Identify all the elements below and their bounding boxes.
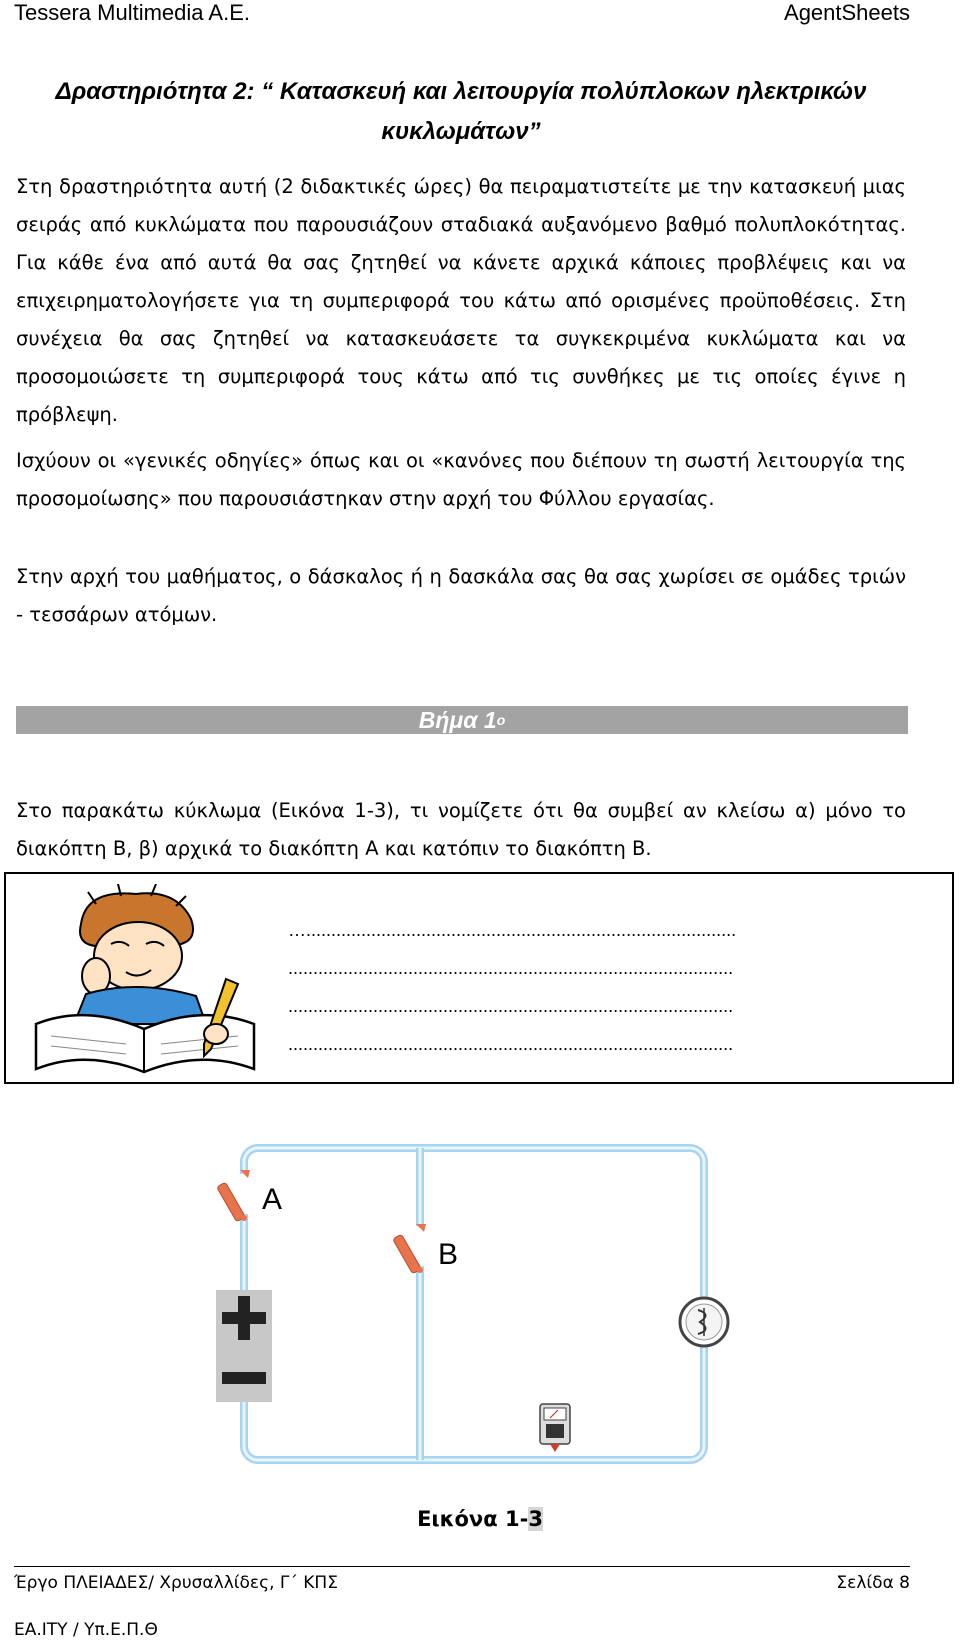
battery	[216, 1290, 272, 1402]
intro-paragraph: Στη δραστηριότητα αυτή (2 διδακτικές ώρες) θα πειραματιστείτε με την κατασκευή μιας σειράς από κυκλώματα που παρουσιάζουν σταδιακά αυξανόμενο βαθμό πολυπλοκότητας. Για κάθε ένα από αυτά θα σας ζητηθεί να κάνετε αρχικά κάποιες προβλέψεις και να επιχειρηματολογήσετε για τη συμπεριφορά του κάτω από ορισμένες προϋποθέσεις. Στη συνέχεια θα σας ζητηθεί να κατασκευάσετε τα συγκεκριμένα κυκλώματα και να προσομοιώσετε τη συμπεριφορά τους κάτω από τις συνθήκες με τις οποίες έγινε η πρόβλεψη.	[16, 175, 906, 426]
step-label: Βήμα 1	[418, 707, 497, 733]
circuit-diagram	[200, 1134, 740, 1474]
answer-line-3[interactable]: .........................................................................................	[288, 996, 734, 1016]
switch-b-label: B	[438, 1238, 459, 1271]
groups-paragraph: Στην αρχή του μαθήματος, ο δάσκαλος ή η δασκάλα σας θα σας χωρίσει σε ομάδες τριών - τεσσάρων ατόμων.	[16, 565, 906, 626]
step-heading-bar	[16, 706, 908, 734]
switch-a-label: A	[262, 1183, 283, 1216]
footer-rule	[14, 1566, 910, 1567]
answer-box	[4, 872, 954, 1084]
answer-line-4[interactable]: .........................................................................................	[288, 1034, 734, 1054]
student-writing-illustration	[26, 884, 266, 1074]
activity-title-line2: κυκλωμάτων”	[381, 118, 541, 145]
figure-caption-main: Εικόνα 1-	[417, 1507, 529, 1531]
ammeter	[540, 1404, 570, 1452]
activity-title-line1: Δραστηριότητα 2: “ Κατασκευή και λειτουργία πολύπλοκων ηλεκτρικών	[55, 78, 867, 105]
figure-caption-number: 3	[528, 1507, 543, 1531]
header-left: Tessera Multimedia A.E.	[14, 0, 250, 25]
footer-left: Έργο ΠΛΕΙΑΔΕΣ/ Χρυσαλλίδες, Γ΄ ΚΠΣ	[14, 1573, 338, 1593]
question-text: Στο παρακάτω κύκλωμα (Εικόνα 1-3), τι νομίζετε ότι θα συμβεί αν κλείσω α) μόνο το διακόπτη Β, β) αρχικά το διακόπτη Α και κατόπιν το διακόπτη Β.	[16, 799, 906, 860]
lamp	[680, 1298, 728, 1346]
footer-bottom: ΕΑ.ΙΤΥ / Υπ.Ε.Π.Θ	[14, 1620, 158, 1640]
header-right: AgentSheets	[784, 0, 910, 25]
activity-title	[16, 72, 906, 152]
rules-paragraph: Ισχύουν οι «γενικές οδηγίες» όπως και οι «κανόνες που διέπουν τη σωστή λειτουργία της προσομοίωσης» που παρουσιάστηκαν στην αρχή του Φύλλου εργασίας.	[16, 449, 906, 510]
answer-line-2[interactable]: .........................................................................................	[288, 958, 734, 978]
answer-line-1[interactable]: …......................................................................................	[288, 920, 737, 940]
step-superscript: ο	[496, 712, 506, 728]
footer-page-number: Σελίδα 8	[836, 1573, 910, 1593]
circuit-wire-loop	[244, 1148, 704, 1460]
figure-caption	[0, 1507, 960, 1531]
